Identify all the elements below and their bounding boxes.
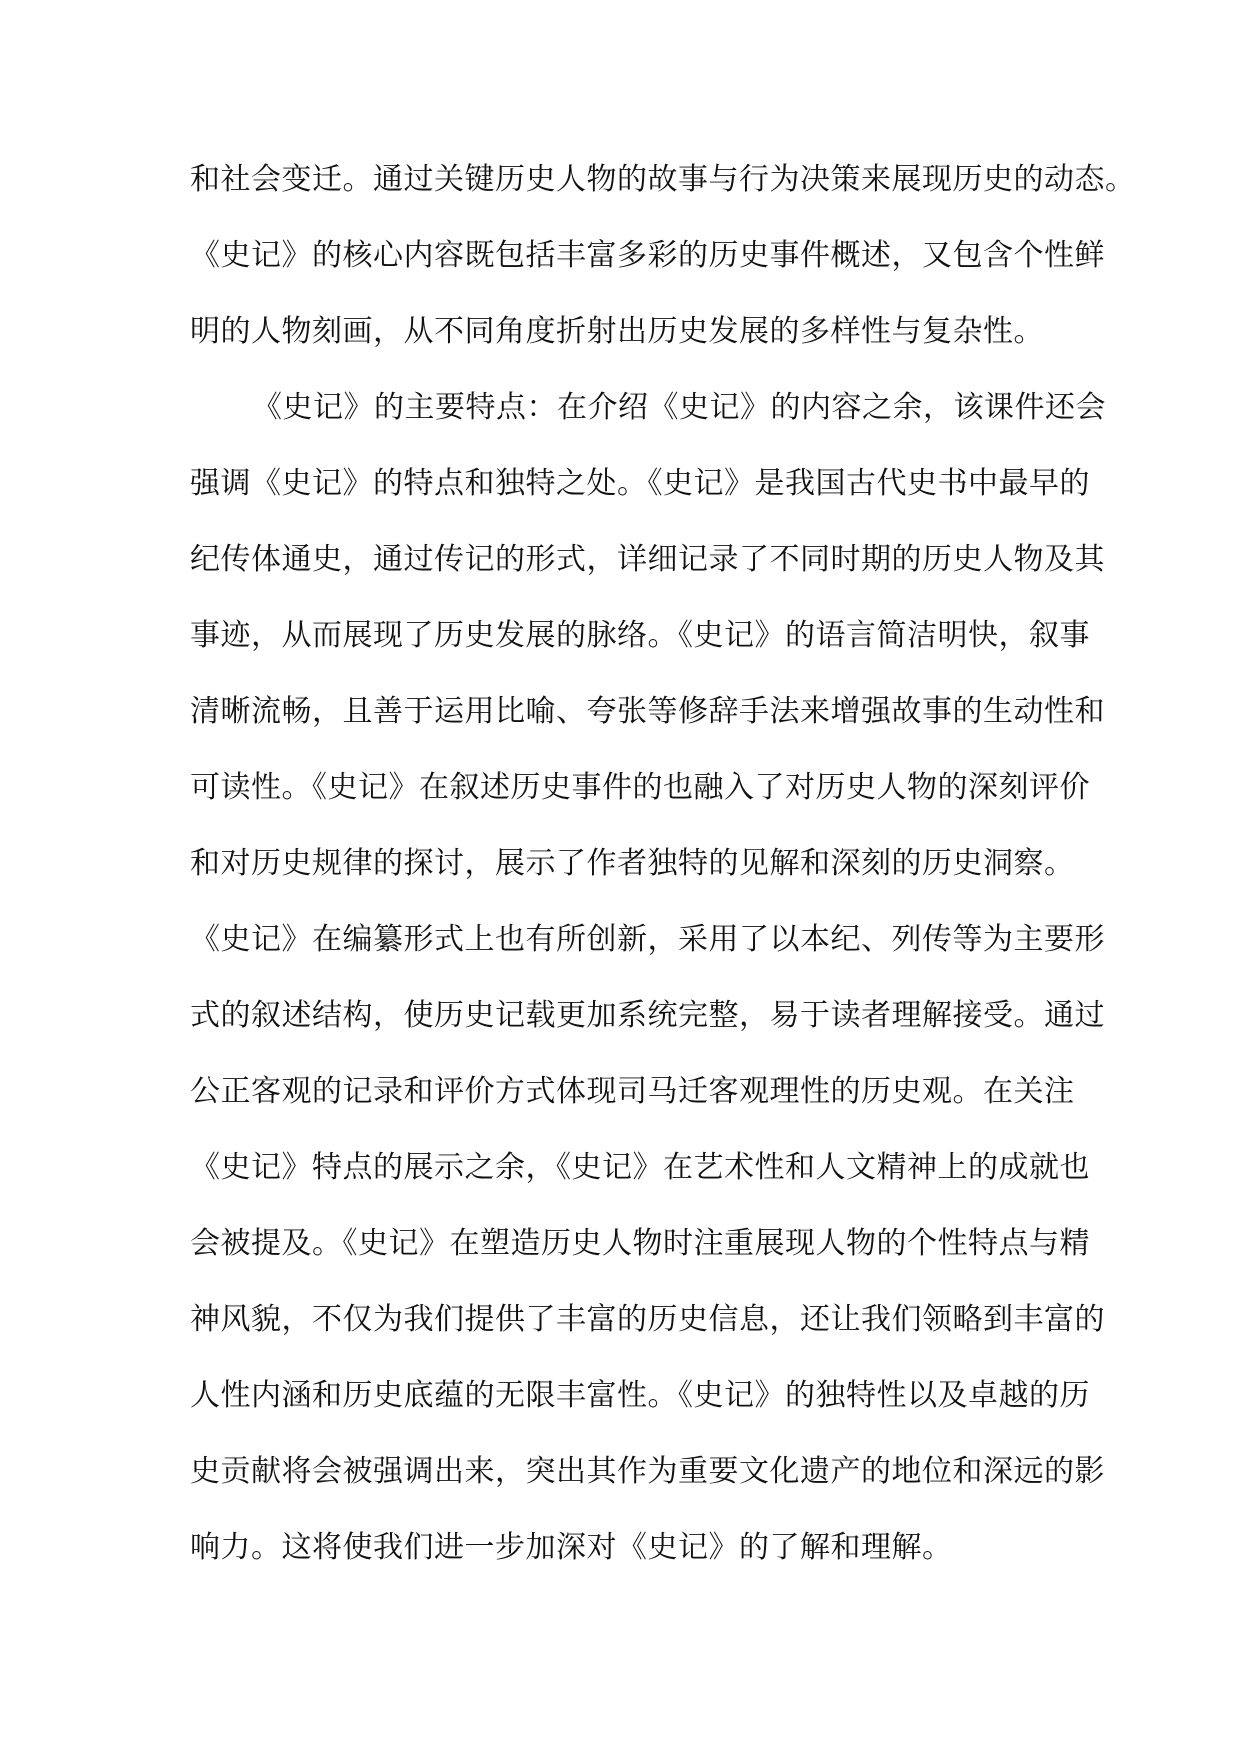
text-line: 纪传体通史，通过传记的形式，详细记录了不同时期的历史人物及其 bbox=[190, 542, 1105, 577]
text-line: 清晰流畅，且善于运用比喻、夸张等修辞手法来增强故事的生动性和 bbox=[190, 694, 1105, 729]
text-line: 《史记》的核心内容既包括丰富多彩的历史事件概述，又包含个性鲜 bbox=[190, 238, 1105, 273]
text-line: 明的人物刻画，从不同角度折射出历史发展的多样性与复杂性。 bbox=[190, 314, 1044, 349]
text-line: 神风貌，不仅为我们提供了丰富的历史信息，还让我们领略到丰富的 bbox=[190, 1302, 1105, 1337]
text-line: 强调《史记》的特点和独特之处。《史记》是我国古代史书中最早的 bbox=[190, 466, 1090, 501]
text-line: 《史记》特点的展示之余，《史记》在艺术性和人文精神上的成就也 bbox=[190, 1150, 1090, 1185]
text-line: 史贡献将会被强调出来，突出其作为重要文化遗产的地位和深远的影 bbox=[190, 1454, 1105, 1489]
text-line: 事迹，从而展现了历史发展的脉络。《史记》的语言简洁明快，叙事 bbox=[190, 618, 1090, 653]
text-line: 和社会变迁。通过关键历史人物的故事与行为决策来展现历史的动态。 bbox=[190, 162, 1136, 197]
text-line: 和对历史规律的探讨，展示了作者独特的见解和深刻的历史洞察。 bbox=[190, 846, 1075, 881]
text-line: 公正客观的记录和评价方式体现司马迁客观理性的历史观。在关注 bbox=[190, 1074, 1075, 1109]
text-line: 会被提及。《史记》在塑造历史人物时注重展现人物的个性特点与精 bbox=[190, 1226, 1090, 1261]
body-text bbox=[190, 142, 1136, 1586]
text-line: 《史记》在编纂形式上也有所创新，采用了以本纪、列传等为主要形 bbox=[190, 922, 1105, 957]
text-line: 响力。这将使我们进一步加深对《史记》的了解和理解。 bbox=[190, 1530, 953, 1565]
text-line: 人性内涵和历史底蕴的无限丰富性。《史记》的独特性以及卓越的历 bbox=[190, 1378, 1090, 1413]
text-line: 式的叙述结构，使历史记载更加系统完整，易于读者理解接受。通过 bbox=[190, 998, 1105, 1033]
text-line: 可读性。《史记》在叙述历史事件的也融入了对历史人物的深刻评价 bbox=[190, 770, 1090, 805]
paragraph-first-line: 《史记》的主要特点：在介绍《史记》的内容之余，该课件还会 bbox=[252, 390, 1106, 425]
